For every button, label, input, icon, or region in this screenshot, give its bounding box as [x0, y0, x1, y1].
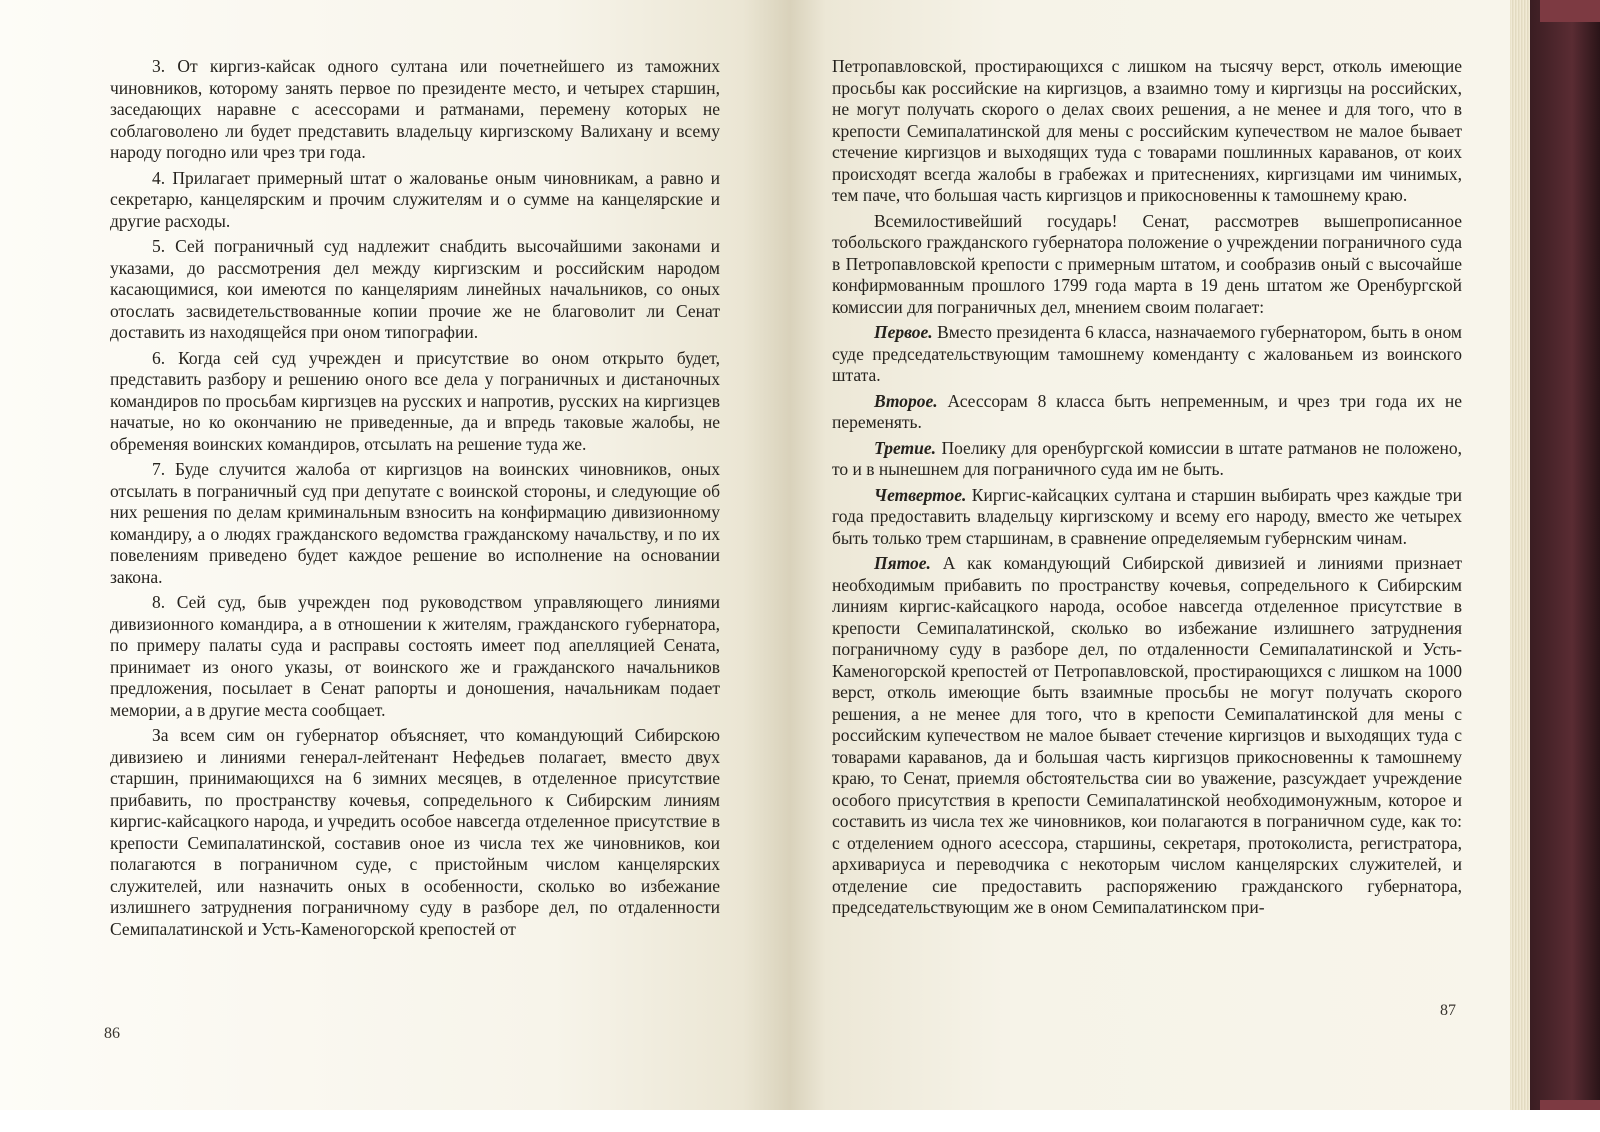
paragraph-governor-explanation: За всем сим он губернатор объясняет, что командующий Сибирскою дивизиею и линиями генерал-лейтенант Нефедьев полагает, вместо двух старшин, принимающихся на 6 зимних месяцев, в отделенное присутствие прибавить, по пространству кочевья, сопредельного к Сибирским линиям киргис-кайсацкого народа, и учредить особое навсегда отделенное присутствие в крепости Семипалатинской, составив оное из числа тех же чиновников, кои полагаются в пограничном суде, с пристойным числом канцелярских служителей, или назначить оных в особенности, сколько во избежание излишнего затруднения пограничному суду в разборе дел, по отдаленности Семипалатинской и Усть-Каменогорской крепостей от — [110, 725, 720, 939]
page-number-left: 86 — [104, 1025, 120, 1042]
scan-margin-bottom — [0, 1110, 1600, 1132]
point-fourth-text: Киргис-кайсацких султана и старшин выбирать чрез каждые три года предоставить владельцу киргизскому и всему его народу, вместо же четырех быть только трем старшинам, в сравнение определяемым губернским чинам. — [832, 484, 1463, 548]
page-block-edge — [1510, 0, 1530, 1132]
point-second-label: Второе. — [874, 390, 938, 411]
paragraph-item-6: 6. Когда сей суд учрежден и присутствие во оном открыто будет, представить разбору и решению оного все дела у пограничных и дистаночных командиров по просьбам киргизцев на русских и напротив, русских на киргизцев начатые, но ко окончанию не приведенные, да и впредь таковые жалобы, не обременяя воинских командиров, отсылать на решение туда же. — [110, 347, 720, 454]
point-fifth-label: Пятое. — [874, 553, 931, 573]
left-page-text — [110, 56, 720, 944]
paragraph-continuation: Петропавловской, простирающихся с лишком на тысячу верст, отколь имеющие просьбы как российские на киргизцов, а взаимно тому и киргизцы на российских, не могут получать скорого о делах своих решения, а не менее и для того, что в крепости Семипалатинской для мены с российским купечеством не малое бывает стечение киргизцов и выходящих туда с товарами пошлинных караванов, от коих происходят всегда жалобы в грабежах и притеснениях, киргизцами им чинимых, тем паче, что большая часть киргизцов и прикосновенны к тамошнему краю. — [832, 56, 1462, 205]
point-third-text: Поелику для оренбургской комиссии в штате ратманов не положено, то и в нынешнем для пограничного суда им не быть. — [832, 437, 1463, 479]
point-third-label: Третие. — [874, 437, 937, 458]
point-fifth — [832, 553, 1462, 919]
paragraph-item-4: 4. Прилагает примерный штат о жалованье оным чиновникам, а равно и секретарю, канцелярским и прочим служителям и о сумме на канцелярские и другие расходы. — [110, 167, 720, 231]
paragraph-item-8: 8. Сей суд, быв учрежден под руководством управляющего линиями дивизионного командира, а в отношении к жителям, гражданского губернатора, по примеру палаты суда и расправы состоять имеет под апелляцией Сената, принимает из оного указы, от воинского же и гражданского начальников предложения, посылает в Сенат рапорты и доношения, начальникам подает мемории, а в другие места сообщает. — [110, 592, 720, 720]
point-first-text: Вместо президента 6 класса, назначаемого губернатором, быть в оном суде председательствующим тамошнему коменданту с жалованьем из воинского штата. — [832, 322, 1462, 385]
point-second — [832, 391, 1462, 434]
paragraph-item-7: 7. Буде случится жалоба от киргизцов на воинских чиновников, оных отсылать в пограничный суд при депутате с воинской стороны, и следующие об них решения по делам криминальным взносить на конфирмацию дивизионному командиру, а о людях гражданского ведомства гражданскому начальству, и по их повелениям приведено будет каждое решение во исполнение на основании закона. — [110, 459, 720, 587]
paragraph-item-3: 3. От киргиз-кайсак одного султана или почетнейшего из таможних чиновников, которому занять первое по президенте место, и четырех старшин, заседающих наравне с асессорами и ратманами, перемену которых не соблаговолено ли будет представить владельцу киргизскому Валихану и всему народу погодно или чрез три года. — [110, 56, 720, 162]
point-fifth-text: А как командующий Сибирской дивизией и линиями признает необходимым прибавить по пространству кочевья, сопредельного к Сибирским линиям киргис-кайсацкого народа, особое навсегда отделенное присутствие в крепости Семипалатинской, сколько во избежание излишнего затруднения пограничному суду в разборе дел, по отдаленности Семипалатинской и Усть-Каменогорской крепостей от Петропавловской, простирающихся с лишком на 1000 верст, отколь имеющие быть взаимные просьбы не могут получать скорого решения, а не менее для того, что в крепости Семипалатинской для мены с российским купечеством не малое бывает стечение киргизцов и выходящих туда с товарами караванов, да и большая часть киргизцов прикосновенны к тамошнему краю, то Сенат, приемля обстоятельства сии во уважение, разсуждает учреждение особого присутствия в крепости Семипалатинской необходимонужным, которое и составить из числа тех же чиновников, кои полагаются в пограничном суде, как то: с отделением одного асессора, старшины, секретаря, протоколиста, регистратора, архивариуса и переводчика с некоторым числом канцелярских служителей, и отделение сие предоставить распоряжению гражданского губернатора, председательствующим же в оном Семипалатинском при- — [832, 553, 1463, 917]
paragraph-item-5: 5. Сей пограничный суд надлежит снабдить высочайшими законами и указами, до рассмотрения дел между киргизским и российским народом касающимися, кои имеются по канцеляриям линейных начальников, со оных отослать засвидетельствованные копии прочие же не благоволит ли Сенат доставить из находящейся при оном типографии. — [110, 236, 720, 342]
left-page — [0, 0, 790, 1132]
point-third — [832, 438, 1462, 481]
paragraph-senate-opinion: Всемилостивейший государь! Сенат, рассмотрев вышепрописанное тобольского гражданского губернатора положение о учреждении пограничного суда в Петропавловской крепости с примерным штатом, и сообразив оный с высочайше конфирмованным прошлого 1799 года марта в 19 день штатом же Оренбургской комиссии для пограничных дел, мнением своим полагает: — [832, 210, 1462, 317]
point-second-text: Асессорам 8 класса быть непременным, и чрез три года их не переменять. — [832, 390, 1463, 432]
point-fourth — [832, 485, 1462, 550]
cover-band-top — [1540, 0, 1600, 22]
book-cover — [1530, 0, 1600, 1132]
right-page-text — [832, 56, 1462, 923]
page-number-right: 87 — [1440, 1002, 1456, 1019]
point-first — [832, 322, 1462, 387]
point-first-label: Первое. — [874, 322, 933, 342]
point-fourth-label: Четвертое. — [874, 484, 967, 505]
right-page — [790, 0, 1510, 1132]
